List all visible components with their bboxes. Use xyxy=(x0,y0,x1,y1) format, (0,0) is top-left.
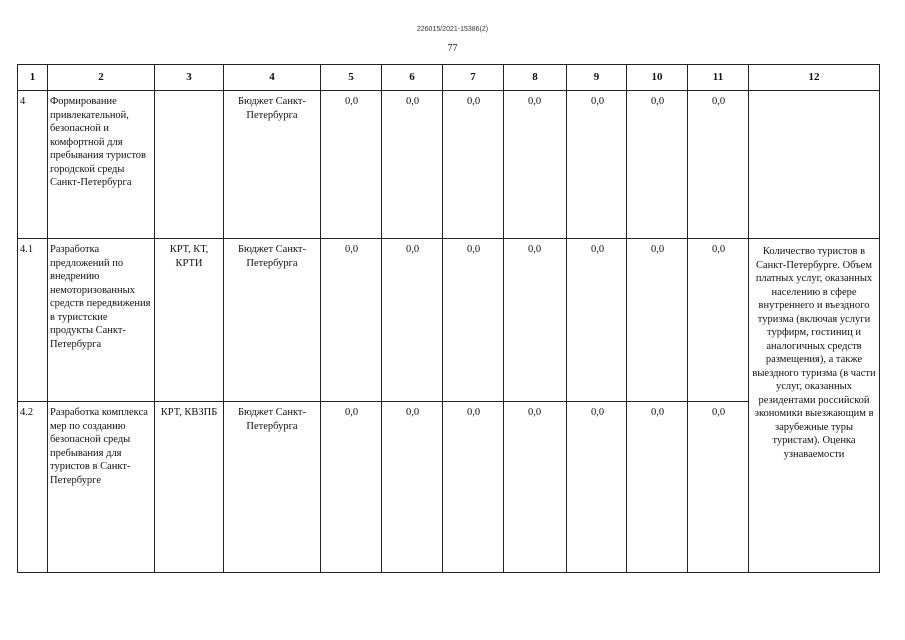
funding-value: 0,0 xyxy=(688,402,749,573)
funding-value: 0,0 xyxy=(627,402,688,573)
measure-name: Разработка комплекса мер по созданию безопасной среды пребывания для туристов в Санкт-Петербурге xyxy=(48,402,155,573)
funding-value: 0,0 xyxy=(504,402,567,573)
column-header: 10 xyxy=(627,65,688,91)
column-header: 8 xyxy=(504,65,567,91)
funding-value: 0,0 xyxy=(443,91,504,239)
column-header: 1 xyxy=(18,65,48,91)
table-row xyxy=(18,91,880,239)
indicator: Количество туристов в Санкт-Петербурге. Объем платных услуг, оказанных населению в сфере внутреннего и въездного туризма (включая услуги турфирм, гостиниц и аналогичных средств размещения), а также выездного туризма (в части услуг, оказанных резидентами российской экономики выезжающим в зарубежные туры туристам). Оценка узнаваемости xyxy=(749,239,880,573)
table-row xyxy=(18,239,880,402)
funding-value: 0,0 xyxy=(382,239,443,402)
row-number: 4.2 xyxy=(18,402,48,573)
executor xyxy=(155,91,224,239)
funding-value: 0,0 xyxy=(688,91,749,239)
funding-value: 0,0 xyxy=(382,402,443,573)
executor: КРТ, КТ, КРТИ xyxy=(155,239,224,402)
funding-source: Бюджет Санкт-Петербурга xyxy=(224,91,321,239)
column-header: 9 xyxy=(567,65,627,91)
row-number: 4.1 xyxy=(18,239,48,402)
funding-value: 0,0 xyxy=(567,402,627,573)
funding-value: 0,0 xyxy=(504,239,567,402)
column-header: 11 xyxy=(688,65,749,91)
measure-name: Формирование привлекательной, безопасной и комфортной для пребывания туристов городской среды Санкт-Петербурга xyxy=(48,91,155,239)
funding-value: 0,0 xyxy=(567,91,627,239)
column-header: 6 xyxy=(382,65,443,91)
program-table xyxy=(17,64,880,573)
header-row xyxy=(18,65,880,91)
column-header: 12 xyxy=(749,65,880,91)
page-number: 77 xyxy=(447,43,458,54)
executor: КРТ, КВЗПБ xyxy=(155,402,224,573)
column-header: 2 xyxy=(48,65,155,91)
funding-source: Бюджет Санкт-Петербурга xyxy=(224,239,321,402)
funding-value: 0,0 xyxy=(321,402,382,573)
funding-value: 0,0 xyxy=(627,239,688,402)
funding-source: Бюджет Санкт-Петербурга xyxy=(224,402,321,573)
funding-value: 0,0 xyxy=(504,91,567,239)
funding-value: 0,0 xyxy=(688,239,749,402)
funding-value: 0,0 xyxy=(321,91,382,239)
funding-value: 0,0 xyxy=(382,91,443,239)
funding-value: 0,0 xyxy=(567,239,627,402)
column-header: 3 xyxy=(155,65,224,91)
funding-value: 0,0 xyxy=(443,239,504,402)
document-number: 226015/2021-15386(2) xyxy=(416,26,489,33)
column-header: 7 xyxy=(443,65,504,91)
column-header: 5 xyxy=(321,65,382,91)
measure-name: Разработка предложений по внедрению немоторизованных средств передвижения в туристские продукты Санкт-Петербурга xyxy=(48,239,155,402)
funding-value: 0,0 xyxy=(443,402,504,573)
row-number: 4 xyxy=(18,91,48,239)
funding-value: 0,0 xyxy=(627,91,688,239)
column-header: 4 xyxy=(224,65,321,91)
funding-value: 0,0 xyxy=(321,239,382,402)
indicator xyxy=(749,91,880,239)
